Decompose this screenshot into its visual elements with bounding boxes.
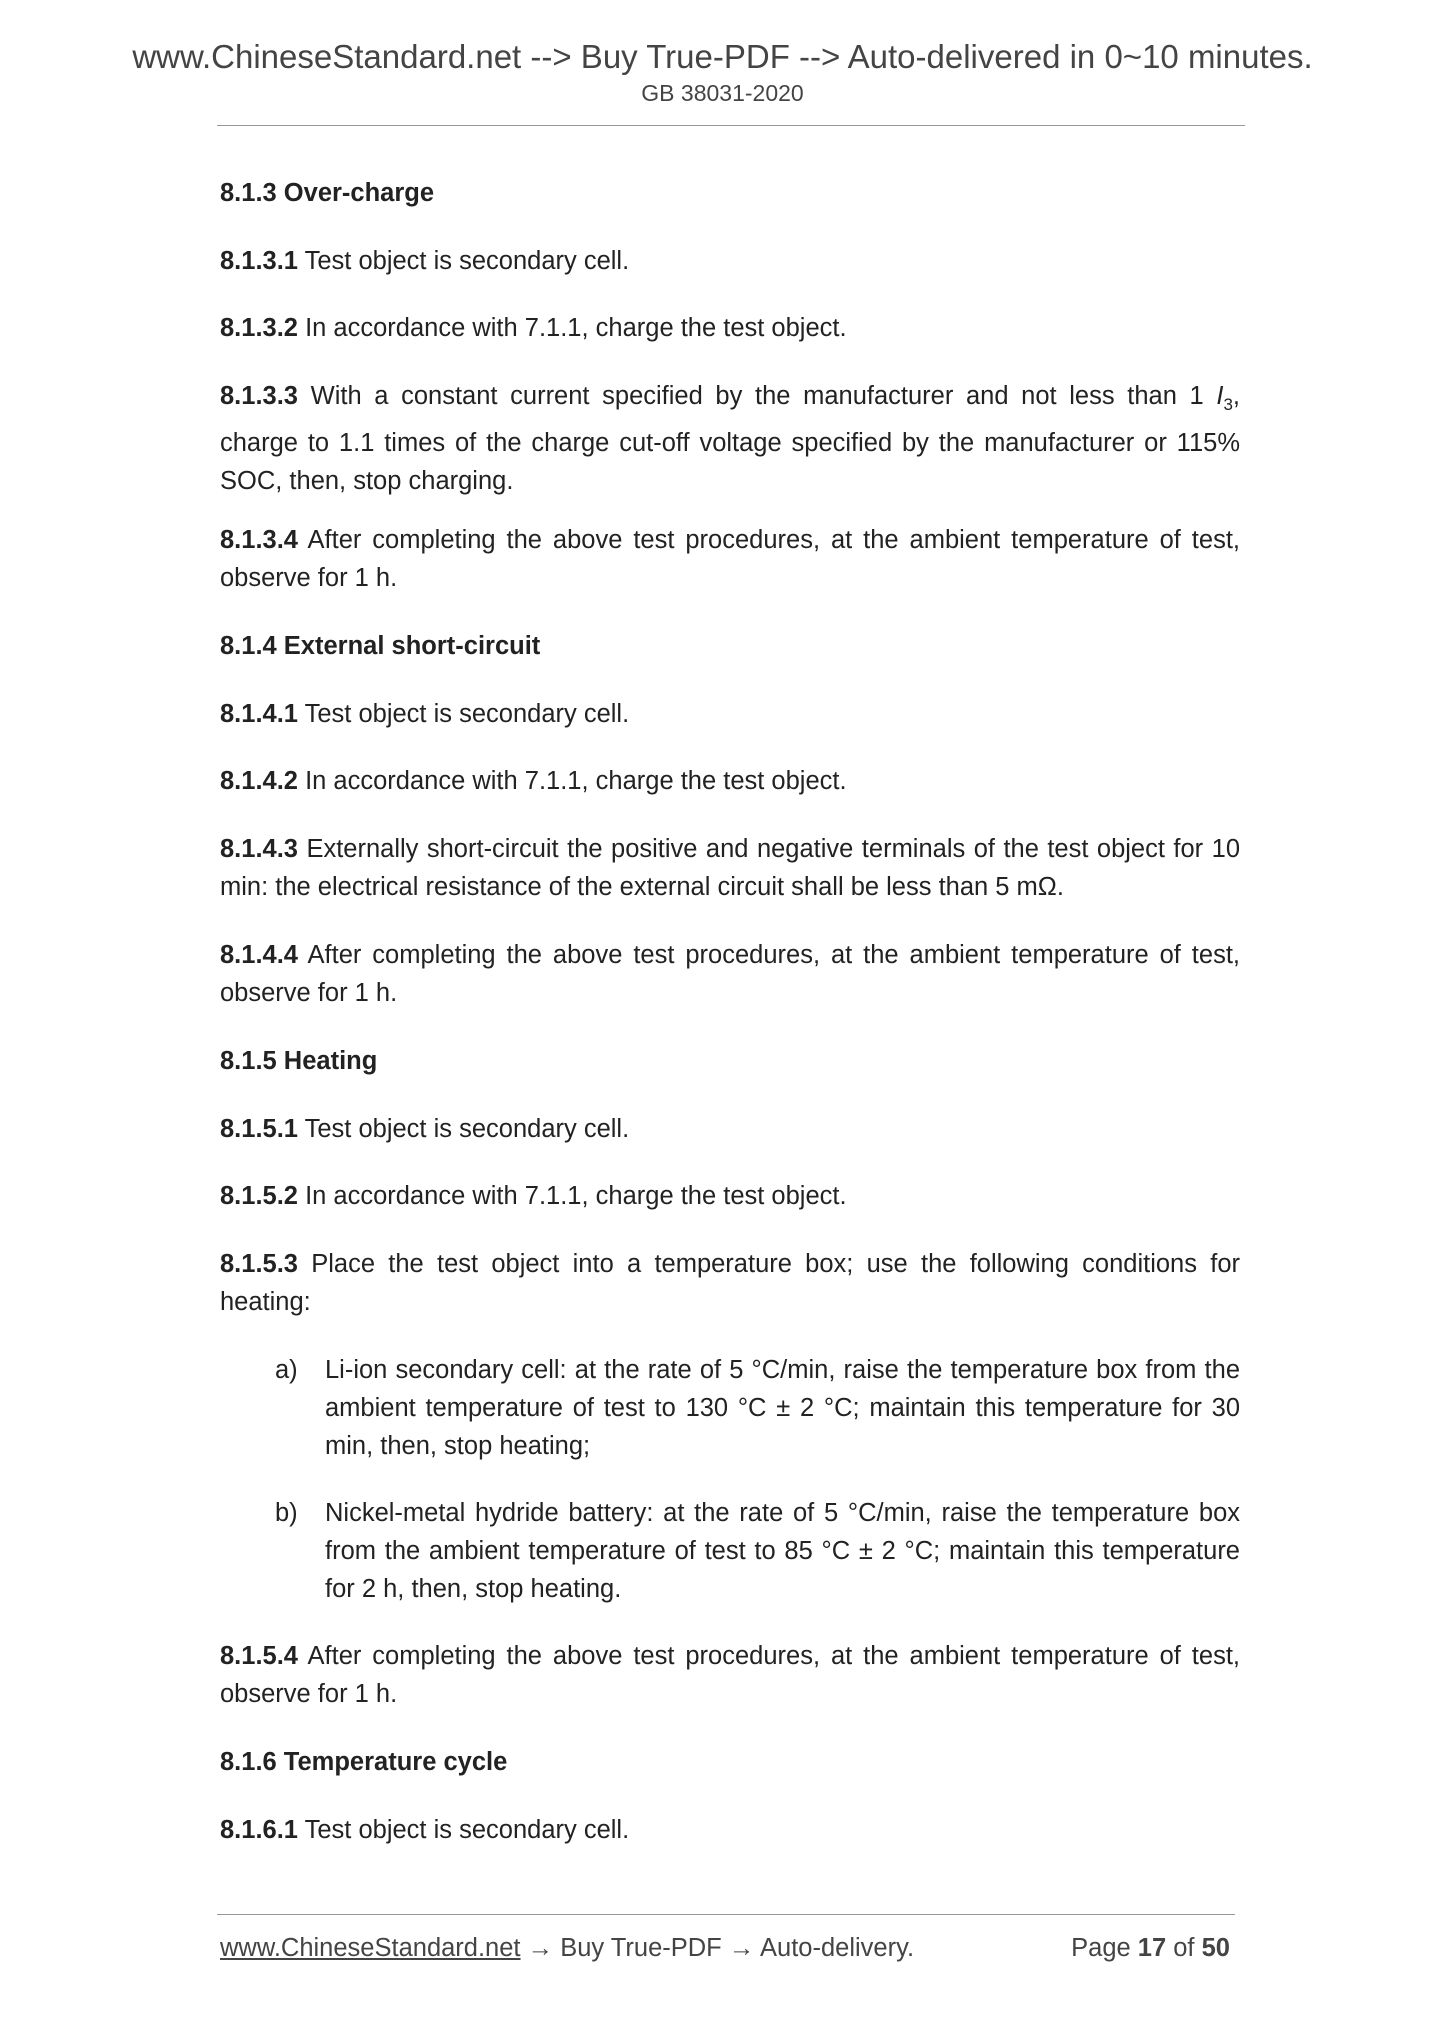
clause-8-1-4-4 bbox=[220, 936, 1240, 1012]
clause-text: Test object is secondary cell. bbox=[304, 1115, 630, 1143]
clause-number: 8.1.5.2 bbox=[220, 1182, 298, 1210]
clause-8-1-3-4 bbox=[220, 521, 1240, 597]
footer-delivery-text: Auto-delivery. bbox=[760, 1934, 915, 1962]
clause-number: 8.1.5.4 bbox=[220, 1642, 298, 1670]
clause-8-1-3-1 bbox=[220, 242, 1240, 280]
clause-8-1-5-3 bbox=[220, 1245, 1240, 1321]
arrow-right-icon: → bbox=[527, 1934, 554, 1962]
list-text: Li-ion secondary cell: at the rate of 5 °C/min, raise the temperature box from the ambient temperature of test to 130 °C ± 2 °C; maintain this temperature for 30 min, then, stop heating; bbox=[325, 1356, 1240, 1460]
clause-8-1-4-3 bbox=[220, 830, 1240, 906]
clause-text: Test object is secondary cell. bbox=[304, 700, 630, 728]
clause-8-1-5-1 bbox=[220, 1110, 1240, 1148]
clause-text: After completing the above test procedures, at the ambient temperature of test, observe for 1 h. bbox=[220, 526, 1240, 592]
clause-text: In accordance with 7.1.1, charge the test object. bbox=[305, 767, 847, 795]
page-indicator bbox=[1071, 1934, 1230, 1963]
clause-number: 8.1.4.1 bbox=[220, 700, 298, 728]
clause-text-part-a: With a constant current specified by the manufacturer and not less than 1 bbox=[310, 382, 1217, 410]
clause-number: 8.1.5.3 bbox=[220, 1250, 298, 1278]
clause-number: 8.1.4.4 bbox=[220, 941, 298, 969]
standard-number: GB 38031-2020 bbox=[641, 80, 804, 106]
clause-8-1-3-3 bbox=[220, 377, 1240, 500]
clause-text: Test object is secondary cell. bbox=[304, 1816, 630, 1844]
section-heading-8-1-5: 8.1.5 Heating bbox=[220, 1047, 378, 1075]
clause-number: 8.1.4.2 bbox=[220, 767, 298, 795]
section-heading-8-1-6: 8.1.6 Temperature cycle bbox=[220, 1748, 508, 1776]
of-label: of bbox=[1173, 1934, 1195, 1962]
clause-text: Externally short-circuit the positive and negative terminals of the test object for 10 min: the electrical resistance of the external circuit shall be less than 5 mΩ. bbox=[220, 835, 1240, 901]
section-heading-8-1-3: 8.1.3 Over-charge bbox=[220, 179, 435, 207]
section-heading-8-1-4: 8.1.4 External short-circuit bbox=[220, 632, 541, 660]
list-marker: a) bbox=[275, 1356, 298, 1384]
clause-8-1-4-1 bbox=[220, 695, 1240, 733]
page-total: 50 bbox=[1201, 1934, 1230, 1962]
clause-text: In accordance with 7.1.1, charge the test object. bbox=[305, 314, 847, 342]
clause-text: After completing the above test procedures, at the ambient temperature of test, observe for 1 h. bbox=[220, 941, 1240, 1007]
clause-number: 8.1.4.3 bbox=[220, 835, 298, 863]
footer-divider bbox=[217, 1914, 1235, 1915]
clause-number: 8.1.3.1 bbox=[220, 247, 298, 275]
list-text: Nickel-metal hydride battery: at the rate of 5 °C/min, raise the temperature box from the ambient temperature of test to 85 °C ± 2 °C; maintain this temperature for 2 h, then, stop heating. bbox=[325, 1499, 1240, 1603]
clause-number: 8.1.3.3 bbox=[220, 382, 298, 410]
arrow-right-icon: → bbox=[728, 1934, 755, 1962]
header-divider bbox=[217, 125, 1245, 126]
current-subscript: 3 bbox=[1223, 395, 1233, 415]
footer-site-link[interactable]: www.ChineseStandard.net bbox=[220, 1934, 521, 1962]
clause-number: 8.1.3.4 bbox=[220, 526, 298, 554]
clause-text: Test object is secondary cell. bbox=[304, 247, 630, 275]
clause-text: In accordance with 7.1.1, charge the test object. bbox=[305, 1182, 847, 1210]
clause-8-1-3-2 bbox=[220, 309, 1240, 347]
list-marker: b) bbox=[275, 1499, 298, 1527]
page-current: 17 bbox=[1137, 1934, 1167, 1962]
clause-number: 8.1.5.1 bbox=[220, 1115, 298, 1143]
page-footer bbox=[220, 1934, 1230, 1963]
current-symbol: I bbox=[1216, 382, 1224, 410]
clause-8-1-5-2 bbox=[220, 1177, 1240, 1215]
clause-8-1-5-4 bbox=[220, 1637, 1240, 1713]
page-label: Page bbox=[1071, 1934, 1131, 1962]
clause-text: Place the test object into a temperature box; use the following conditions for heating: bbox=[220, 1250, 1241, 1316]
clause-8-1-6-1 bbox=[220, 1811, 1240, 1849]
header-banner[interactable]: www.ChineseStandard.net --> Buy True-PDF --> Auto-delivered in 0~10 minutes. bbox=[132, 38, 1313, 75]
clause-number: 8.1.6.1 bbox=[220, 1816, 298, 1844]
clause-text: After completing the above test procedures, at the ambient temperature of test, observe for 1 h. bbox=[220, 1642, 1240, 1708]
clause-number: 8.1.3.2 bbox=[220, 314, 298, 342]
footer-buy-text: Buy True-PDF bbox=[560, 1934, 722, 1962]
clause-text-part-b: , charge to 1.1 times of the charge cut-off voltage specified by the manufacturer or 115% SOC, then, stop charging. bbox=[220, 382, 1240, 496]
clause-8-1-4-2 bbox=[220, 762, 1240, 800]
